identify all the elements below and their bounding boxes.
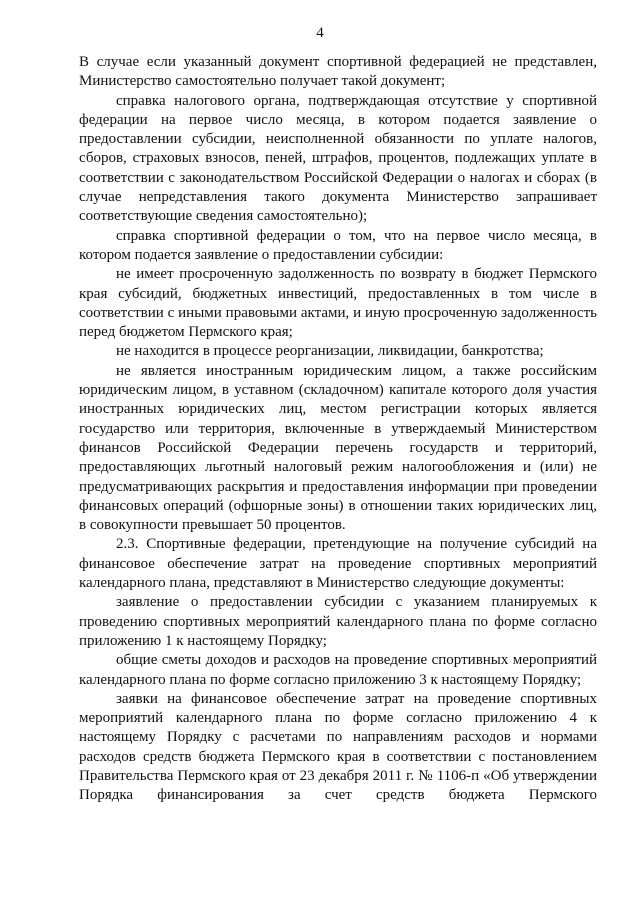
paragraph: справка налогового органа, подтверждающая отсутствие у спортивной федерации на первое число месяца, в котором подается заявление о предоставлении субсидии, неисполненной обязанности по уплате налогов, сборов, страховых взносов, пеней, штрафов, процентов, подлежащих уплате в соответствии с законодательством Российской Федерации о налогах и сборах (в случае непредставления такого документа Министерство запрашивает соответствующие сведения самостоятельно);: [79, 92, 597, 225]
paragraph: не имеет просроченную задолженность по возврату в бюджет Пермского края субсидий, бюджетных инвестиций, предоставленных в том числе в соответствии с иными правовыми актами, и иную просроченную задолженность перед бюджетом Пермского края;: [79, 266, 597, 341]
paragraph: В случае если указанный документ спортивной федерацией не представлен, Министерство самостоятельно получает такой документ;: [79, 54, 597, 90]
paragraph: справка спортивной федерации о том, что на первое число месяца, в котором подается заявление о предоставлении субсидии:: [79, 227, 597, 263]
paragraph: не является иностранным юридическим лицом, а также российским юридическим лицом, в уставном (складочном) капитале которого доля участия иностранных юридических лиц, местом регистрации которых является государство или территория, включенные в утверждаемый Министерством финансов Российской Федерации перечень государств и территорий, предоставляющих льготный налоговый режим налогообложения и (или) не предусматривающих раскрытия и предоставления информации при проведении финансовых операций (офшорные зоны) в отношении таких юридических лиц, в совокупности превышает 50 процентов.: [79, 362, 597, 534]
page-number: 4: [316, 25, 324, 41]
paragraph: заявки на финансовое обеспечение затрат на проведение спортивных мероприятий календарного плана по форме согласно приложению 4 к настоящему Порядку с расчетами по направлениям расходов и нормами расходов средств бюджета Пермского края в соответствии с постановлением Правительства Пермского края от 23 декабря 2011 г. № 1106-п «Об утверждении Порядка финансирования за счет средств бюджета Пермского: [79, 690, 597, 804]
paragraph: общие сметы доходов и расходов на проведение спортивных мероприятий календарного плана по форме согласно приложению 3 к настоящему Порядку;: [79, 652, 597, 688]
paragraph: не находится в процессе реорганизации, ликвидации, банкротства;: [116, 343, 544, 360]
body-text: [79, 53, 597, 806]
paragraph: заявление о предоставлении субсидии с указанием планируемых к проведению спортивных мероприятий календарного плана по форме согласно приложению 1 к настоящему Порядку;: [79, 594, 597, 649]
paragraph: 2.3. Спортивные федерации, претендующие на получение субсидий на финансовое обеспечение затрат на проведение спортивных мероприятий календарного плана, представляют в Министерство следующие документы:: [79, 536, 597, 592]
